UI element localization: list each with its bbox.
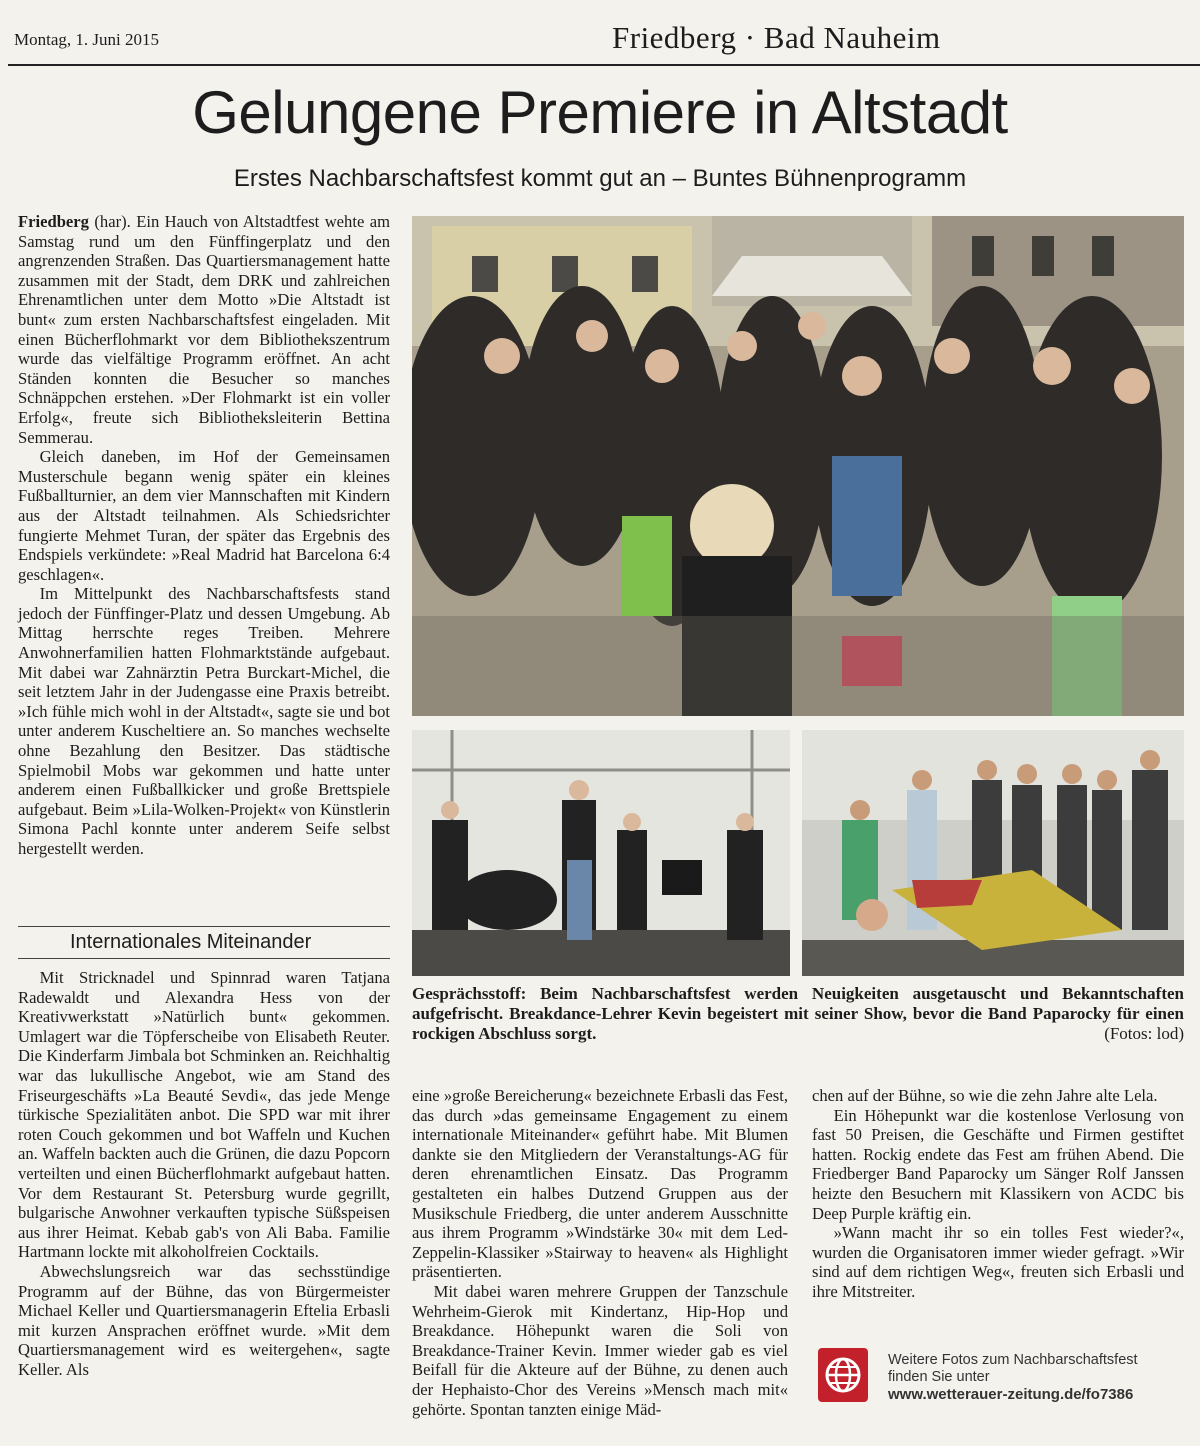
article-column-3	[812, 1086, 1184, 1302]
crowd-photo	[412, 216, 1184, 716]
article-column-2	[412, 1086, 788, 1419]
issue-date: Montag, 1. Juni 2015	[14, 30, 159, 49]
promo-text	[888, 1352, 1138, 1403]
paragraph-text: Ein Hauch von Altstadtfest wehte am Samstag rund um den Fünffingerplatz und den angrenzenden Straßen. Das Quartiersmanagement hatte zusammen mit der Stadt, dem DRK und zahlreichen Ehrenamtlichen unter dem Motto »Die Altstadt ist bunt« zum ersten Nachbarschaftsfest eingeladen. Mit einen Bücherflohmarkt vor dem Bibliothekszentrum wurde das vielfältige Programm eröffnet. An acht Ständen konnten die Besucher so manches Schnäppchen erstehen. »Der Flohmarkt ist ein voller Erfolg«, freute sich Bibliotheksleiterin Bettina Semmerau.	[18, 212, 390, 447]
more-photos-promo[interactable]	[818, 1348, 1188, 1408]
paragraph: eine »große Bereicherung« bezeichnete Erbasli das Fest, das durch »das gemeinsame Engagement zu einem internationale Miteinander« geführt habe. Mit Blumen dankte sie den Mitgliedern der Veranstaltungs-AG für deren ehrenamtlichen Einsatz. Das Programm gestalteten ein halbes Dutzend Gruppen aus der Musikschule Friedberg, die unter anderem Ausschnitte aus ihrem Programm »Windstärke 30« mit dem Led-Zeppelin-Klassiker »Stairway to heaven« als Highlight präsentierten.	[412, 1086, 788, 1282]
photo-caption	[412, 984, 1184, 1044]
article-column-1-continued	[18, 968, 390, 1379]
headline: Gelungene Premiere in Altstadt	[192, 79, 1008, 146]
photo-credit: (Fotos: lod)	[1104, 1024, 1184, 1043]
paragraph: Ein Höhepunkt war die kostenlose Verlosung von fast 50 Preisen, die Geschäfte und Firmen gestiftet hatten. Rockig endete das Fest am frühen Abend. Die Friedberger Band Paparocky um Sänger Rolf Janssen heizte den Besuchern mit Klassikern von ACDC bis Deep Purple kräftig ein.	[812, 1105, 1184, 1223]
promo-url-link[interactable]: www.wetterauer-zeitung.de/fo7386	[888, 1386, 1134, 1403]
paragraph: Gleich daneben, im Hof der Gemeinsamen Musterschule begann wenig später ein kleines Fußballturnier, an dem vier Mannschaften mit Kindern aus der Altstadt teilnahmen. Als Schiedsrichter fungierte Mehmet Turan, der später das Ergebnis des Endspiels verkündete: »Real Madrid hat Barcelona 6:4 geschlagen«.	[18, 447, 390, 584]
article-column-1	[18, 212, 390, 859]
subsection-heading: Internationales Miteinander	[18, 926, 390, 959]
paragraph: Mit Stricknadel und Spinnrad waren Tatjana Radewaldt und Alexandra Hess von der Kreativwerkstatt »Natürlich bunt« gekommen. Umlagert war die Töpferscheibe von Elisabeth Reuter. Die Kinderfarm Jimbala bot Schminken an. Reichhaltig war das lukullische Angebot, wie am Stand des Friseurgeschäfts »La Beauté Sevdi«, das jede Menge türkische Spezialitäten anbot. Die SPD war mit ihrer roten Couch gekommen und bot Waffeln und Kuchen an. Waffeln backten auch die Grünen, die dazu Popcorn verteilten und einen Bücherflohmarkt aufgebaut hatten. Vor dem Restaurant St. Petersburg wurde gegrillt, bulgarische Anwohner verkauften typische Süßspeisen aus ihrer Heimat. Kebab gab's von Ali Baba. Familie Hartmann lockte mit alkoholfreien Cocktails.	[18, 968, 390, 1262]
paragraph	[18, 212, 390, 447]
promo-line-1: Weitere Fotos zum Nachbarschaftsfest	[888, 1352, 1138, 1368]
paragraph: Abwechslungsreich war das sechsstündige Programm auf der Bühne, das von Bürgermeister Michael Keller und Quartiersmanagerin Eftelia Erbasli mit kurzen Ansprachen eröffnet wurde. »Mit dem Quartiersmanagement wird es weitergehen«, sagte Keller. Als	[18, 1261, 390, 1379]
section-title: Friedberg · Bad Nauheim	[612, 20, 941, 55]
header-rule	[8, 64, 1200, 66]
band-photo	[412, 730, 790, 976]
paragraph: Mit dabei waren mehrere Gruppen der Tanzschule Wehrheim-Gierok mit Kindertanz, Hip-Hop und Breakdance. Höhepunkt waren die Soli von Breakdance-Trainer Kevin. Immer wieder gab es viel Beifall für die Akteure auf der Bühne, zu denen auch der Hephaisto-Chor des Vereins »Mensch mach mit« gehörte. Spontan tanzten einige Mäd-	[412, 1281, 788, 1419]
subheadline: Erstes Nachbarschaftsfest kommt gut an – Buntes Bühnenprogramm	[233, 165, 967, 192]
breakdance-photo	[802, 730, 1184, 976]
caption-text: Gesprächsstoff: Beim Nachbarschaftsfest werden Neuigkeiten ausgetauscht und Bekanntschaften aufgefrischt. Breakdance-Lehrer Kevin begeistert mit seiner Show, bevor die Band Paparocky für einen rockigen Abschluss sorgt.	[412, 984, 1184, 1043]
paragraph: Im Mittelpunkt des Nachbarschaftsfests stand jedoch der Fünffinger-Platz und dessen Umgebung. Ab Mittag herrschte reges Treiben. Mehrere Anwohnerfamilien hatten Flohmarktstände aufgebaut. Mit dabei war Zahnärztin Petra Burckart-Michel, die seit letztem Jahr in der Judengasse eine Praxis betreibt. »Ich fühle mich wohl in der Altstadt«, sagte sie und bot unter anderem Kuscheltiere an. So manches wechselte ohne Bezahlung den Besitzer. Das städtische Spielmobil Mobs war gekommen und hatte unter anderem einen Fußballkicker und große Brettspiele aufgebaut. Beim »Lila-Wolken-Projekt« von Künstlerin Simona Pachl konnte unter anderem Seife selbst hergestellt werden.	[18, 584, 390, 858]
author-tag: (har).	[94, 212, 131, 231]
globe-icon	[818, 1348, 868, 1402]
paragraph: chen auf der Bühne, so wie die zehn Jahre alte Lela.	[812, 1086, 1158, 1105]
dateline: Friedberg	[18, 212, 89, 231]
promo-line-2: finden Sie unter	[888, 1369, 990, 1385]
paragraph: »Wann macht ihr so ein tolles Fest wieder?«, wurden die Organisatoren immer wieder gefragt. »Wir sind auf dem richtigen Weg«, freuten sich Erbasli und ihre Mitstreiter.	[812, 1223, 1184, 1301]
